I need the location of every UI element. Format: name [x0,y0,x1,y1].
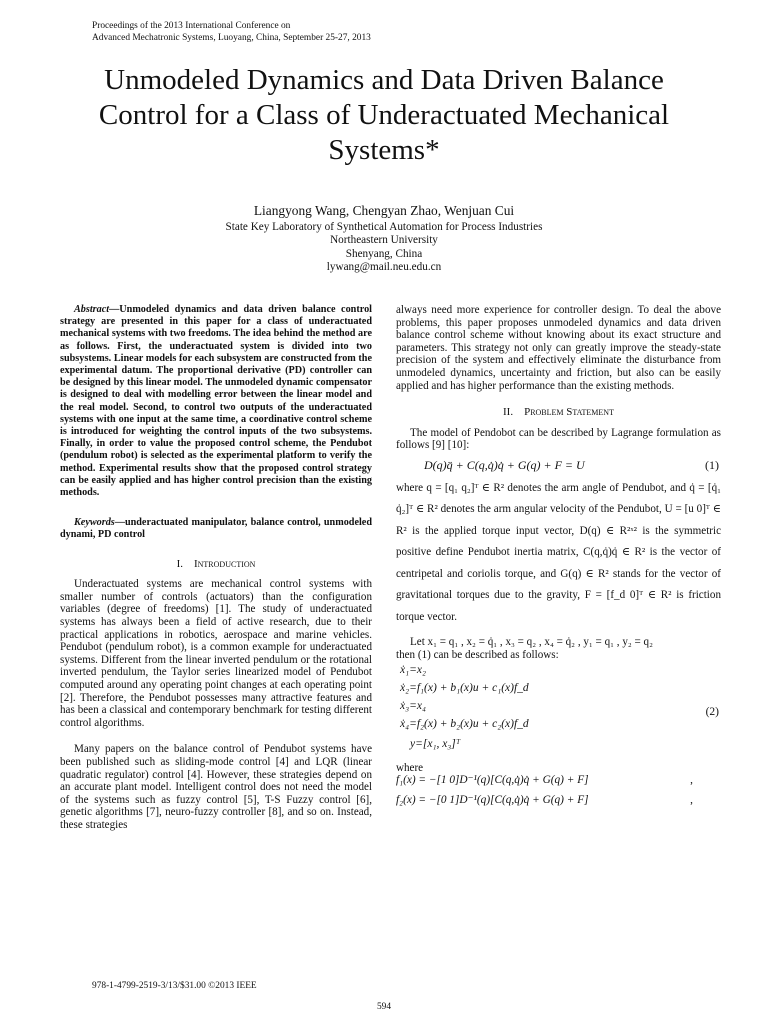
section-heading-problem-statement [396,406,721,419]
proceedings-line: Advanced Mechatronic Systems, Luoyang, China, September 25-27, 2013 [92,33,371,43]
paragraph: where q = [q₁ q₂]ᵀ ∈ R² denotes the arm angle of Pendubot, and q̇ = [q̇₁ q̇₂]ᵀ ∈ R² denotes the arm angular velocity of the Pendubot, U = [u 0]ᵀ ∈ R² is the applied torque input vector, D(q) ∈ R²ˣ² is the symmetric positive define Pendubot inertia matrix, C(q,q̇)q̇ ∈ R² is the vector of centripetal and coriolis torque, and G(q) ∈ R² stands for the vector of gravitational torques due to the gravity, F = [f_d 0]ᵀ ∈ R² is friction torque vector. [396,481,721,623]
keywords-text: —underactuated manipulator, balance control, unmodeled dynami, PD control [60,517,372,541]
affiliation-line: Shenyang, China [345,247,423,260]
equation-row: ẋ₁=x₂ [400,663,426,676]
section-title: Problem Statement [524,406,614,419]
affiliation-line: Northeastern University [330,234,438,247]
paragraph: Let x₁ = q₁ , x₂ = q̇₁ , x₃ = q₂ , x₄ = q̇₂ , y₁ = q₁ , y₂ = q₂ [410,636,653,649]
affiliation-line: State Key Laboratory of Synthetical Automation for Process Industries [225,221,543,233]
left-column [60,304,372,832]
proceedings-line: Proceedings of the 2013 International Conference on [92,21,291,31]
abstract-lead: Abstract [74,304,110,315]
paragraph: then (1) can be described as follows: [396,649,559,662]
keywords-lead: Keywords [74,517,115,529]
author-email: lywang@mail.neu.edu.cn [326,260,442,273]
right-column [396,304,721,814]
abstract [60,304,372,499]
abstract-text: —Unmodeled dynamics and data driven balance control strategy are presented in this paper for a class of underactuated mechanical systems with two freedoms. The idea behind the method are as follows. First, the underactuated system is divided into two subsystems. Linear models for each subsystem are constructed from the experimental datum. The proportional derivative (PD) controller can be designed by this linear model. The unmodeled dynamic compensator is designed to deal with modelling error between the linear model and the real model. Second, to control two outputs of the underactuated systems with one input at the same time, a coordinative control scheme is introduced for weighting the control inputs of the two subsystems. Finally, in order to value the proposed control scheme, the Pendubot (pendulum robot) is selected as the experimental platform to verify the method. Experimental results show that the proposed control strategy can be easily applied and has higher control precision than the existing methods. [60,304,372,499]
title-line: Systems* [328,134,440,166]
equation-row: ẋ₄=f₂(x) + b₂(x)u + c₂(x)f_d [400,717,529,730]
equation-f1 [396,774,721,794]
section-number: I. [176,557,183,570]
paragraph: The model of Pendobot can be described by Lagrange formulation as follows [9] [10]: [396,426,721,452]
copyright-footer: 978-1-4799-2519-3/13/$31.00 ©2013 IEEE [92,981,257,991]
paragraph: where [396,761,424,774]
equation-comma: , [690,794,693,807]
equation-comma: , [690,774,693,787]
section-title: Introduction [193,557,256,570]
equation-number: (2) [705,705,719,718]
section-number: II. [503,406,514,419]
equation-body: f₁(x) = −[1 0]D⁻¹(q)[C(q,q̇)q̇ + G(q) + F] [396,774,589,787]
equation-1 [396,456,721,478]
equation-number: (1) [705,457,719,472]
equation-row: ẋ₂=f₁(x) + b₁(x)u + c₁(x)f_d [400,681,529,694]
paragraph: Many papers on the balance control of Pendubot systems have been published such as sliding-mode control [4] and LQR (linear quadratic regulator) control [4]. However, these strategies depend on an accurate plant model. Intelligent control does not need the model of the systems such as fuzzy control [5], T-S Fuzzy control [6], genetic algorithms [7], neuro-fuzzy controller [8], and so on. Instead, these strategies [60,743,372,831]
equation-f2 [396,794,721,814]
paragraph: Underactuated systems are mechanical control systems with smaller number of controls (actuators) than the configuration variables (degree of freedoms) [1]. The study of underactuated systems has always been a field of active research, due to their practical applications in robotics, aerospace and marine vehicles. Pendubot (pendulum robot), is a common example for underactuated systems. Different from the linear inverted pendulum or the rotational inverted pendulum, the Taylor series linearized model of Pendubot computed around any operating point changes at each operating point [2]. Therefore, the Pendubot possesses many attractive features and has been a classical and contemporary benchmark for testing different control algorithms. [60,578,372,729]
equation-2 [396,664,721,756]
keywords [60,517,372,541]
equation-body: D(q)q̈ + C(q,q̇)q̇ + G(q) + F = U [424,457,585,472]
proceedings-header [92,20,371,44]
author-list: Liangyong Wang, Chengyan Zhao, Wenjuan Cui [253,203,515,218]
title-line: Unmodeled Dynamics and Data Driven Balance [104,64,664,96]
paper-title [40,63,728,168]
page-number: 594 [376,1002,392,1012]
title-line: Control for a Class of Underactuated Mechanical [98,99,670,131]
equation-row: y=[x₁, x₃]ᵀ [410,737,461,750]
equation-body: f₂(x) = −[0 1]D⁻¹(q)[C(q,q̇)q̇ + G(q) + F] [396,794,589,807]
affiliation [0,221,768,274]
equation-row: ẋ₃=x₄ [400,699,426,712]
section-heading-introduction [60,558,372,571]
paragraph: always need more experience for controller design. To deal the above problems, this paper proposes unmodeled dynamics and data driven balance control scheme without knowing about its exact structure and parameters. This strategy not only can greatly improve the steady-state precision of the system and effectively eliminate the disturbance from unmodeled dynamics, uncertainty and friction, but also can be easily applied and has higher performance than the existing methods. [396,304,721,392]
